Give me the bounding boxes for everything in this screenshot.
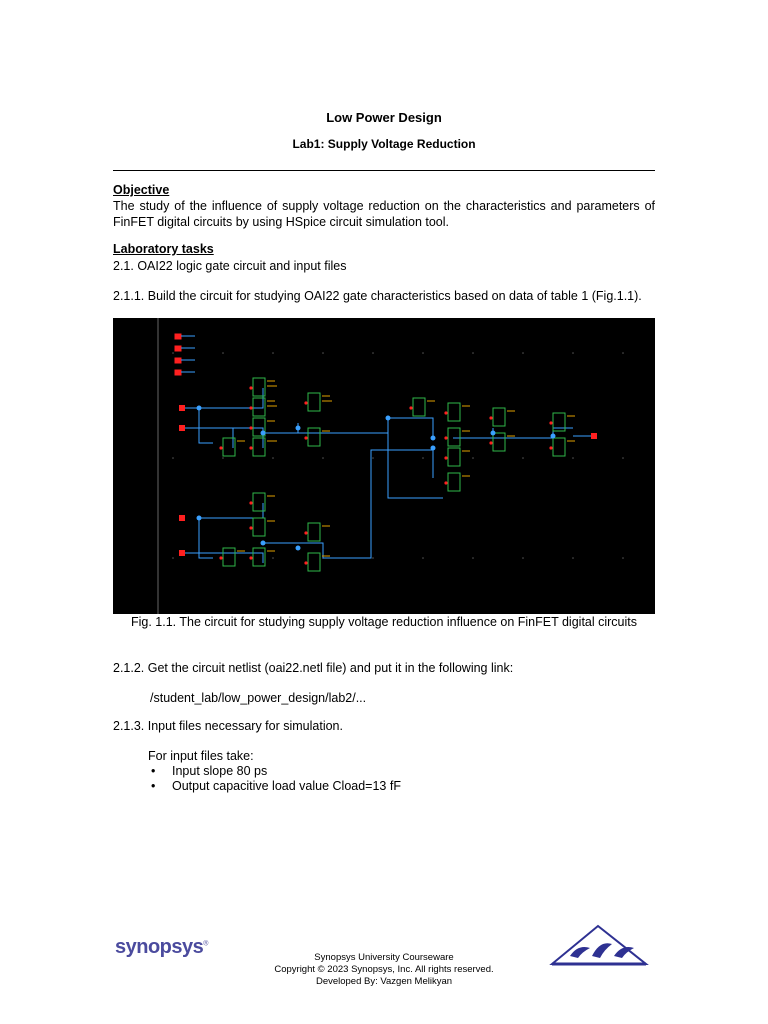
task-2-1-3: 2.1.3. Input files necessary for simulation.: [113, 719, 343, 733]
task-2-1-1: 2.1.1. Build the circuit for studying OAI22 gate characteristics based on data of table 1 (Fig.1.1).: [113, 289, 642, 303]
netlist-path: /student_lab/low_power_design/lab2/...: [150, 691, 367, 705]
header-rule: [113, 170, 655, 171]
list-item: • Input slope 80 ps: [148, 764, 401, 779]
supply-pins: [175, 334, 195, 375]
terminal-dots: [219, 386, 552, 564]
transistor-devices: [223, 378, 565, 571]
brand-text: synopsys: [115, 936, 204, 958]
objective-text: The study of the influence of supply voltage reduction on the characteristics and parameters of FinFET digital circuits by using HSpice circuit simulation tool.: [113, 199, 655, 229]
input-files-intro: For input files take:: [148, 749, 254, 763]
wires: [185, 388, 593, 563]
schematic-drawing: [113, 318, 655, 614]
tasks-heading: Laboratory tasks: [113, 242, 214, 256]
objective-heading: Objective: [113, 183, 170, 197]
footer-line-2: Copyright © 2023 Synopsys, Inc. All rights reserved.: [274, 964, 494, 975]
footer-text: [0, 952, 768, 988]
figure-caption: Fig. 1.1. The circuit for studying supply voltage reduction influence on FinFET digital circuits: [130, 615, 638, 629]
lab-title: Lab1: Supply Voltage Reduction: [292, 137, 476, 151]
device-annotations: [237, 381, 575, 556]
input-files-list: [148, 764, 401, 794]
university-logo-icon: [548, 922, 650, 973]
footer-line-1: Synopsys University Courseware: [314, 952, 454, 963]
brand-mark: ®: [203, 940, 208, 948]
task-2-1: 2.1. OAI22 logic gate circuit and input files: [113, 259, 347, 273]
list-item: • Output capacitive load value Cload=13 fF: [148, 779, 401, 794]
circuit-schematic-figure: [113, 318, 655, 614]
footer-line-3: Developed By: Vazgen Melikyan: [315, 976, 453, 987]
task-2-1-2: 2.1.2. Get the circuit netlist (oai22.netl file) and put it in the following link:: [113, 661, 514, 675]
document-title: Low Power Design: [326, 110, 442, 125]
